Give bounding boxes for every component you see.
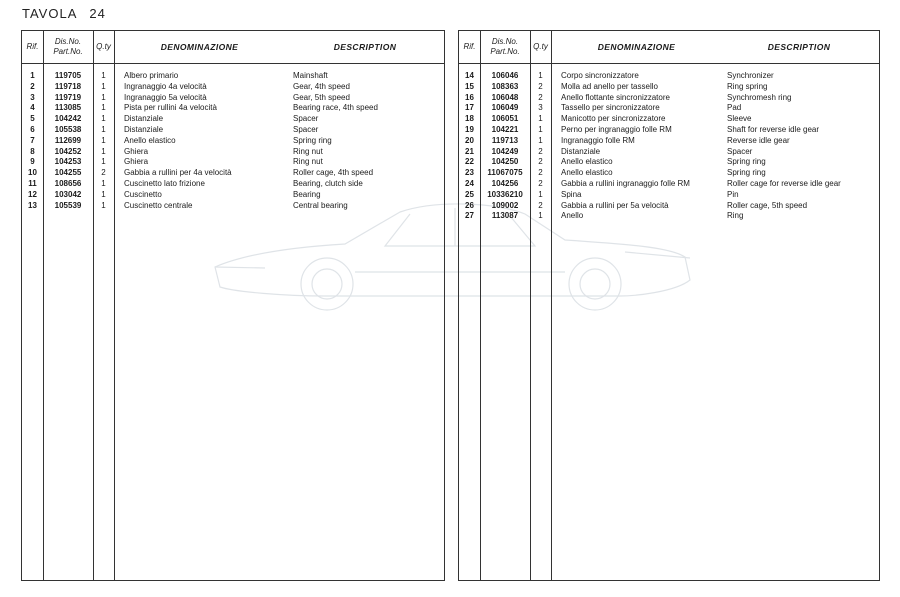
row-description: Ring: [727, 211, 744, 221]
row-rif: 25: [465, 189, 474, 199]
row-description: Pad: [727, 103, 742, 113]
table-row: [22, 71, 444, 82]
table-row: [459, 179, 879, 190]
col-header-description-label: DESCRIPTION: [767, 42, 831, 52]
table-row: [22, 136, 444, 147]
row-rif: 10: [28, 168, 37, 178]
col-header-qty-label: Q.ty: [96, 42, 111, 51]
table-row: [459, 103, 879, 114]
row-rif: 23: [465, 168, 474, 178]
row-qty: 1: [101, 178, 106, 188]
col-header-part-no: [43, 31, 93, 63]
row-rif: 15: [465, 81, 474, 91]
row-rif: 12: [28, 189, 37, 199]
row-description: Spacer: [727, 146, 753, 156]
row-qty: 1: [538, 71, 543, 80]
page-number: 24: [89, 6, 106, 21]
row-rif: 6: [30, 124, 35, 134]
row-rif: 3: [30, 92, 35, 102]
table-row: [22, 179, 444, 190]
row-rif: 27: [465, 211, 474, 221]
row-part-number: 104242: [54, 114, 82, 124]
col-header-qty: [93, 31, 114, 63]
row-rif: 19: [465, 124, 474, 134]
row-part-number: 119719: [54, 92, 82, 102]
row-denominazione: Anello flottante sincronizzatore: [561, 92, 670, 102]
row-description: Roller cage for reverse idle gear: [727, 178, 841, 188]
row-denominazione: Anello: [561, 211, 584, 221]
row-qty: 1: [101, 124, 106, 134]
row-part-number: 104252: [54, 146, 82, 156]
row-denominazione: Cuscinetto lato frizione: [124, 178, 205, 188]
col-header-rif: [22, 31, 43, 63]
row-rif: 14: [465, 71, 474, 80]
row-denominazione: Cuscinetto centrale: [124, 200, 193, 210]
row-description: Ring nut: [293, 157, 323, 167]
row-qty: 2: [538, 168, 543, 178]
row-qty: 1: [101, 157, 106, 167]
row-rif: 11: [28, 178, 37, 188]
row-part-number: 106046: [491, 71, 519, 80]
row-qty: 1: [101, 71, 106, 80]
parts-table-left: [21, 30, 445, 581]
row-part-number: 113087: [491, 211, 519, 221]
table-row: [459, 168, 879, 179]
table-row: [22, 147, 444, 158]
table-row: [459, 211, 879, 222]
row-qty: 1: [101, 189, 106, 199]
row-qty: 1: [538, 114, 543, 124]
row-denominazione: Ghiera: [124, 157, 149, 167]
row-part-number: 103042: [54, 189, 82, 199]
row-description: Ring nut: [293, 146, 323, 156]
row-qty: 2: [538, 81, 543, 91]
table-row: [459, 71, 879, 82]
row-part-number: 104250: [491, 157, 519, 167]
row-denominazione: Cuscinetto: [124, 189, 162, 199]
row-qty: 3: [538, 103, 543, 113]
row-part-number: 119713: [491, 135, 519, 145]
col-header-rif: [459, 31, 480, 63]
row-qty: 2: [538, 157, 543, 167]
row-part-number: 109002: [491, 200, 519, 210]
row-denominazione: Molla ad anello per tassello: [561, 81, 658, 91]
table-row: [459, 201, 879, 212]
row-part-number: 106051: [491, 114, 519, 124]
row-description: Pin: [727, 189, 739, 199]
table-row: [459, 136, 879, 147]
row-part-number: 108656: [54, 178, 82, 188]
row-part-number: 119718: [54, 81, 82, 91]
row-denominazione: Gabbia a rullini ingranaggio folle RM: [561, 178, 690, 188]
col-header-part-no-label: Part.No.: [490, 47, 520, 56]
row-description: Bearing: [293, 189, 321, 199]
table-row: [459, 114, 879, 125]
table-row: [459, 147, 879, 158]
row-description: Synchromesh ring: [727, 92, 792, 102]
row-description: Sleeve: [727, 114, 752, 124]
row-denominazione: Distanziale: [124, 114, 164, 124]
col-header-denominazione-label: DENOMINAZIONE: [160, 42, 239, 52]
col-header-denominazione: [559, 31, 714, 63]
row-description: Spring ring: [727, 168, 766, 178]
col-header-denominazione: [122, 31, 277, 63]
table-row: [459, 82, 879, 93]
parts-rows-left: [22, 71, 444, 211]
row-qty: 1: [101, 146, 106, 156]
row-description: Gear, 5th speed: [293, 92, 350, 102]
row-part-number: 104256: [491, 178, 519, 188]
row-denominazione: Albero primario: [124, 71, 179, 80]
table-row: [22, 157, 444, 168]
row-qty: 1: [538, 135, 543, 145]
parts-table-right: [458, 30, 880, 581]
row-part-number: 113085: [54, 103, 82, 113]
table-row: [459, 93, 879, 104]
col-header-description: [290, 31, 440, 63]
row-description: Roller cage, 5th speed: [727, 200, 808, 210]
row-rif: 24: [465, 178, 474, 188]
row-description: Bearing race, 4th speed: [293, 103, 378, 113]
row-part-number: 108363: [491, 81, 519, 91]
col-header-qty-label: Q.ty: [533, 42, 548, 51]
col-header-dis-no-label: Dis.No.: [54, 37, 82, 46]
row-part-number: 112699: [54, 135, 82, 145]
table-row: [459, 125, 879, 136]
row-part-number: 10336210: [487, 189, 523, 199]
row-part-number: 11067075: [487, 168, 523, 178]
row-description: Gear, 4th speed: [293, 81, 350, 91]
table-row: [459, 157, 879, 168]
row-denominazione: Ghiera: [124, 146, 149, 156]
row-denominazione: Pista per rullini 4a velocità: [124, 103, 217, 113]
row-denominazione: Anello elastico: [124, 135, 176, 145]
col-header-dis-no-label: Dis.No.: [491, 37, 519, 46]
row-rif: 17: [465, 103, 474, 113]
row-denominazione: Ingranaggio folle RM: [561, 135, 635, 145]
row-qty: 1: [101, 135, 106, 145]
row-description: Shaft for reverse idle gear: [727, 124, 820, 134]
row-part-number: 106048: [491, 92, 519, 102]
page-title-label: TAVOLA: [22, 6, 78, 21]
header-divider: [459, 63, 879, 64]
row-denominazione: Anello elastico: [561, 157, 613, 167]
row-qty: 1: [538, 211, 543, 221]
row-rif: 16: [465, 92, 474, 102]
page-title: [22, 6, 106, 21]
row-rif: 13: [28, 200, 37, 210]
col-header-rif-label: Rif.: [26, 42, 39, 51]
row-description: Central bearing: [293, 200, 348, 210]
row-denominazione: Corpo sincronizzatore: [561, 71, 639, 80]
row-rif: 18: [465, 114, 474, 124]
row-part-number: 104253: [54, 157, 82, 167]
row-rif: 26: [465, 200, 474, 210]
row-denominazione: Distanziale: [561, 146, 601, 156]
row-rif: 5: [30, 114, 35, 124]
row-description: Spacer: [293, 114, 319, 124]
row-rif: 8: [30, 146, 35, 156]
row-denominazione: Gabbia a rullini per 5a velocità: [561, 200, 669, 210]
row-qty: 2: [538, 146, 543, 156]
row-rif: 22: [465, 157, 474, 167]
row-rif: 1: [30, 71, 35, 80]
row-part-number: 105538: [54, 124, 82, 134]
row-qty: 2: [538, 200, 543, 210]
row-denominazione: Anello elastico: [561, 168, 613, 178]
row-description: Synchronizer: [727, 71, 774, 80]
table-row: [22, 201, 444, 212]
table-row: [22, 93, 444, 104]
table-row: [22, 168, 444, 179]
row-description: Ring spring: [727, 81, 768, 91]
row-part-number: 104255: [54, 168, 82, 178]
row-description: Spring ring: [293, 135, 332, 145]
row-denominazione: Spina: [561, 189, 582, 199]
col-header-description: [729, 31, 869, 63]
row-denominazione: Perno per ingranaggio folle RM: [561, 124, 672, 134]
row-description: Reverse idle gear: [727, 135, 790, 145]
header-divider: [22, 63, 444, 64]
table-row: [22, 190, 444, 201]
row-part-number: 105539: [54, 200, 82, 210]
row-rif: 9: [30, 157, 35, 167]
row-part-number: 119705: [54, 71, 82, 80]
row-denominazione: Tassello per sincronizzatore: [561, 103, 660, 113]
col-header-description-label: DESCRIPTION: [333, 42, 397, 52]
row-qty: 1: [538, 124, 543, 134]
row-rif: 7: [30, 135, 35, 145]
row-qty: 2: [538, 178, 543, 188]
row-description: Bearing, clutch side: [293, 178, 363, 188]
row-denominazione: Ingranaggio 5a velocità: [124, 92, 207, 102]
row-qty: 1: [101, 92, 106, 102]
col-header-denominazione-label: DENOMINAZIONE: [597, 42, 676, 52]
row-rif: 4: [30, 103, 35, 113]
row-qty: 1: [101, 103, 106, 113]
table-row: [22, 103, 444, 114]
row-denominazione: Distanziale: [124, 124, 164, 134]
row-description: Spring ring: [727, 157, 766, 167]
row-description: Roller cage, 4th speed: [293, 168, 374, 178]
row-qty: 2: [101, 168, 106, 178]
row-denominazione: Manicotto per sincronizzatore: [561, 114, 666, 124]
row-qty: 2: [538, 92, 543, 102]
col-header-rif-label: Rif.: [463, 42, 476, 51]
row-rif: 2: [30, 81, 35, 91]
table-row: [22, 82, 444, 93]
row-denominazione: Ingranaggio 4a velocità: [124, 81, 207, 91]
row-qty: 1: [101, 200, 106, 210]
row-description: Spacer: [293, 124, 319, 134]
table-row: [22, 125, 444, 136]
row-rif: 21: [465, 146, 474, 156]
row-qty: 1: [101, 114, 106, 124]
row-part-number: 106049: [491, 103, 519, 113]
col-header-qty: [530, 31, 551, 63]
row-qty: 1: [538, 189, 543, 199]
row-denominazione: Gabbia a rullini per 4a velocità: [124, 168, 232, 178]
table-row: [22, 114, 444, 125]
col-header-part-no: [480, 31, 530, 63]
row-description: Mainshaft: [293, 71, 328, 80]
row-qty: 1: [101, 81, 106, 91]
parts-rows-right: [459, 71, 879, 222]
col-header-part-no-label: Part.No.: [53, 47, 83, 56]
table-row: [459, 190, 879, 201]
row-rif: 20: [465, 135, 474, 145]
row-part-number: 104221: [491, 124, 519, 134]
row-part-number: 104249: [491, 146, 519, 156]
